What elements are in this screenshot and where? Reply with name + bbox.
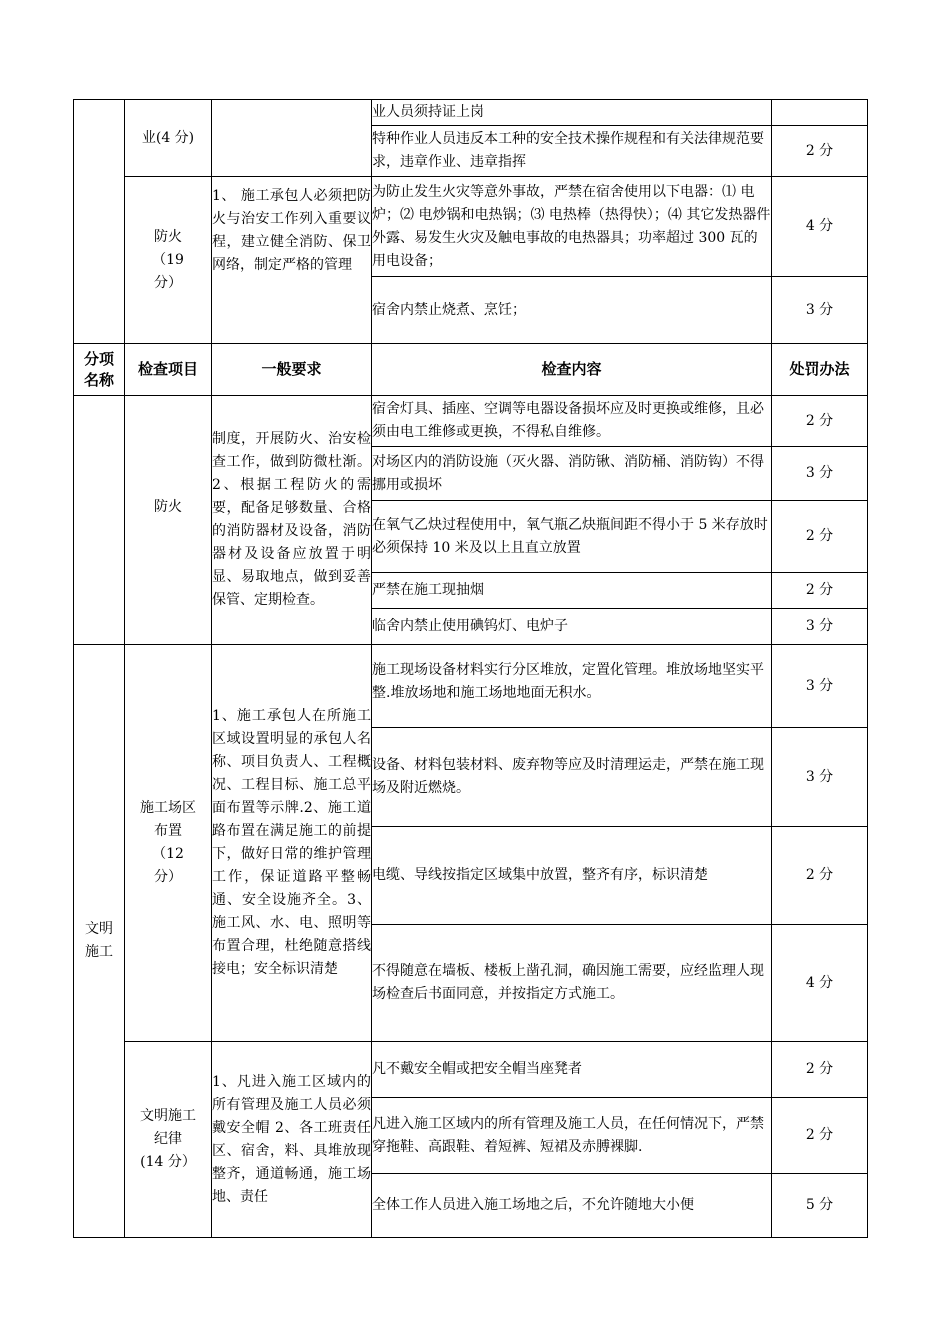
- penalty: 3 分: [772, 609, 868, 645]
- check-content: 全体工作人员进入施工场地之后，不允许随地大小便: [372, 1174, 772, 1238]
- check-content: 为防止发生火灾等意外事故，严禁在宿舍使用以下电器：⑴ 电炉；⑵ 电炒锅和电热锅；⑶ 电热棒（热得快）；⑷ 其它发热器件外露、易发生火灾及触电事故的电热器具；功率超过 300 瓦的用电设备；: [372, 177, 772, 277]
- check-content: 严禁在施工现抽烟: [372, 573, 772, 609]
- check-content: 不得随意在墙板、楼板上凿孔洞，确因施工需要，应经监理人现场检查后书面同意，并按指定方式施工。: [372, 925, 772, 1042]
- penalty: 2 分: [772, 827, 868, 925]
- general-requirement: 1、施工承包人在所施工区域设置明显的承包人名称、项目负责人、工程概况、工程目标、施工总平面布置等示牌.2、施工道路布置在满足施工的前提下，做好日常的维护管理工作，保证道路平整畅通、安全设施齐全。3、施工风、水、电、照明等布置合理，杜绝随意搭线接电；安全标识清楚: [212, 645, 372, 1042]
- table-row: [74, 177, 868, 277]
- header-row: [74, 344, 868, 396]
- penalty: 3 分: [772, 277, 868, 344]
- check-item: 施工场区 布置 （12 分）: [125, 645, 212, 1042]
- category-cell-empty: [74, 396, 125, 645]
- check-item: 文明施工 纪律 (14 分）: [125, 1042, 212, 1238]
- penalty: 3 分: [772, 728, 868, 827]
- check-content: 特种作业人员违反本工种的安全技术操作规程和有关法律规范要求，违章作业、违章指挥: [372, 126, 772, 177]
- penalty: 4 分: [772, 925, 868, 1042]
- table-row: [74, 1042, 868, 1098]
- penalty: 2 分: [772, 396, 868, 447]
- penalty: [772, 100, 868, 126]
- table-row: [74, 645, 868, 728]
- header-category: 分项 名称: [74, 344, 125, 396]
- check-item: 防火 （19 分）: [125, 177, 212, 344]
- inspection-table: [73, 99, 868, 1238]
- check-content: 凡进入施工区域内的所有管理及施工人员，在任何情况下，严禁穿拖鞋、高跟鞋、着短裤、短裙及赤膊裸脚.: [372, 1098, 772, 1174]
- header-penalty: 处罚办法: [772, 344, 868, 396]
- general-requirement: 1、凡进入施工区域内的所有管理及施工人员必须戴安全帽 2、各工班责任区、宿舍，料、具堆放现整齐，通道畅通，施工场地、责任: [212, 1042, 372, 1238]
- check-content: 施工现场设备材料实行分区堆放，定置化管理。堆放场地坚实平整.堆放场地和施工场地地面无积水。: [372, 645, 772, 728]
- penalty: 2 分: [772, 573, 868, 609]
- check-content: 电缆、导线按指定区域集中放置，整齐有序，标识清楚: [372, 827, 772, 925]
- header-content: 检查内容: [372, 344, 772, 396]
- check-content: 对场区内的消防设施（灭火器、消防锹、消防桶、消防钩）不得挪用或损坏: [372, 447, 772, 501]
- check-item: 业(4 分): [125, 100, 212, 177]
- check-content: 宿舍灯具、插座、空调等电器设备损坏应及时更换或维修，且必须由电工维修或更换，不得私自维修。: [372, 396, 772, 447]
- penalty: 4 分: [772, 177, 868, 277]
- check-content: 凡不戴安全帽或把安全帽当座凳者: [372, 1042, 772, 1098]
- check-content: 临舍内禁止使用碘钨灯、电炉子: [372, 609, 772, 645]
- penalty: 3 分: [772, 447, 868, 501]
- general-requirement: 制度，开展防火、治安检查工作，做到防微杜渐。2、根据工程防火的需要，配备足够数量、合格的消防器材及设备，消防器材及设备应放置于明显、易取地点，做到妥善保管、定期检查。: [212, 396, 372, 645]
- check-content: 宿舍内禁止烧煮、烹饪；: [372, 277, 772, 344]
- check-item: 防火: [125, 396, 212, 645]
- header-requirement: 一般要求: [212, 344, 372, 396]
- check-content: 业人员须持证上岗: [372, 100, 772, 126]
- header-item: 检查项目: [125, 344, 212, 396]
- penalty: 3 分: [772, 645, 868, 728]
- penalty: 2 分: [772, 1098, 868, 1174]
- penalty: 2 分: [772, 1042, 868, 1098]
- check-content: 在氧气乙炔过程使用中，氧气瓶乙炔瓶间距不得小于 5 米存放时必须保持 10 米及以上且直立放置: [372, 501, 772, 573]
- penalty: 2 分: [772, 126, 868, 177]
- penalty: 2 分: [772, 501, 868, 573]
- penalty: 5 分: [772, 1174, 868, 1238]
- check-content: 设备、材料包装材料、废弃物等应及时清理运走，严禁在施工现场及附近燃烧。: [372, 728, 772, 827]
- requirement-cell-empty: [212, 100, 372, 177]
- table-row: [74, 100, 868, 126]
- category-cell-empty: [74, 100, 125, 344]
- table-row: [74, 396, 868, 447]
- general-requirement: 1、 施工承包人必须把防火与治安工作列入重要议程，建立健全消防、保卫网络，制定严格的管理: [212, 177, 372, 344]
- category-name: 文明 施工: [74, 645, 125, 1238]
